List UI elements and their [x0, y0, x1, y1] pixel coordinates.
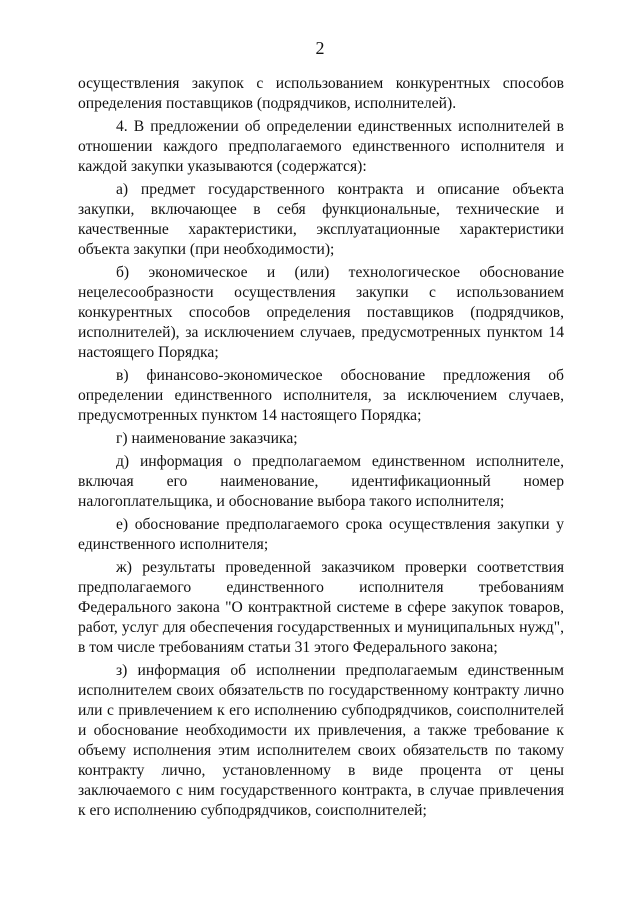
paragraph-subitem-d: д) информация о предполагаемом единственном исполнителе, включая его наименование, идентификационный номер налогоплательщика, и обоснование выбора такого исполнителя;: [78, 453, 564, 510]
paragraph-subitem-g: г) наименование заказчика;: [116, 430, 298, 447]
paragraph-subitem-a: а) предмет государственного контракта и описание объекта закупки, включающее в себя функциональные, технические и качественные характеристики, эксплуатационные характеристики объекта закупки (при необходимости);: [78, 181, 564, 258]
paragraph-item-4: 4. В предложении об определении единственных исполнителей в отношении каждого предполагаемого единственного исполнителя и каждой закупки указываются (содержатся):: [78, 118, 564, 175]
paragraph-subitem-z: з) информация об исполнении предполагаемым единственным исполнителем своих обязательств по государственному контракту лично или с привлечением к его исполнению субподрядчиков, соисполнителей и обоснование необходимости их привлечения, а также требование к объему исполнения этим исполнителем своих обязательств по такому контракту лично, установленному в виде процента от цены заключаемого с ним государственного контракта, в случае привлечения к его исполнению субподрядчиков, соисполнителей;: [78, 662, 564, 819]
document-body: [78, 74, 564, 824]
paragraph-continuation: осуществления закупок с использованием конкурентных способов определения поставщиков (подрядчиков, исполнителей).: [78, 75, 564, 112]
paragraph-subitem-b: б) экономическое и (или) технологическое обоснование нецелесообразности осуществления закупки с использованием конкурентных способов определения поставщиков (подрядчиков, исполнителей), за исключением случаев, предусмотренных пунктом 14 настоящего Порядка;: [78, 264, 564, 361]
paragraph-subitem-zh: ж) результаты проведенной заказчиком проверки соответствия предполагаемого единственного исполнителя требованиям Федерального закона "О контрактной системе в сфере закупок товаров, работ, услуг для обеспечения государственных и муниципальных нужд", в том числе требованиям статьи 31 этого Федерального закона;: [78, 559, 564, 656]
paragraph-subitem-v: в) финансово-экономическое обоснование предложения об определении единственного исполнителя, за исключением случаев, предусмотренных пунктом 14 настоящего Порядка;: [78, 367, 564, 424]
page-number: 2: [315, 38, 325, 58]
paragraph-subitem-e: е) обоснование предполагаемого срока осуществления закупки у единственного исполнителя;: [78, 516, 564, 553]
